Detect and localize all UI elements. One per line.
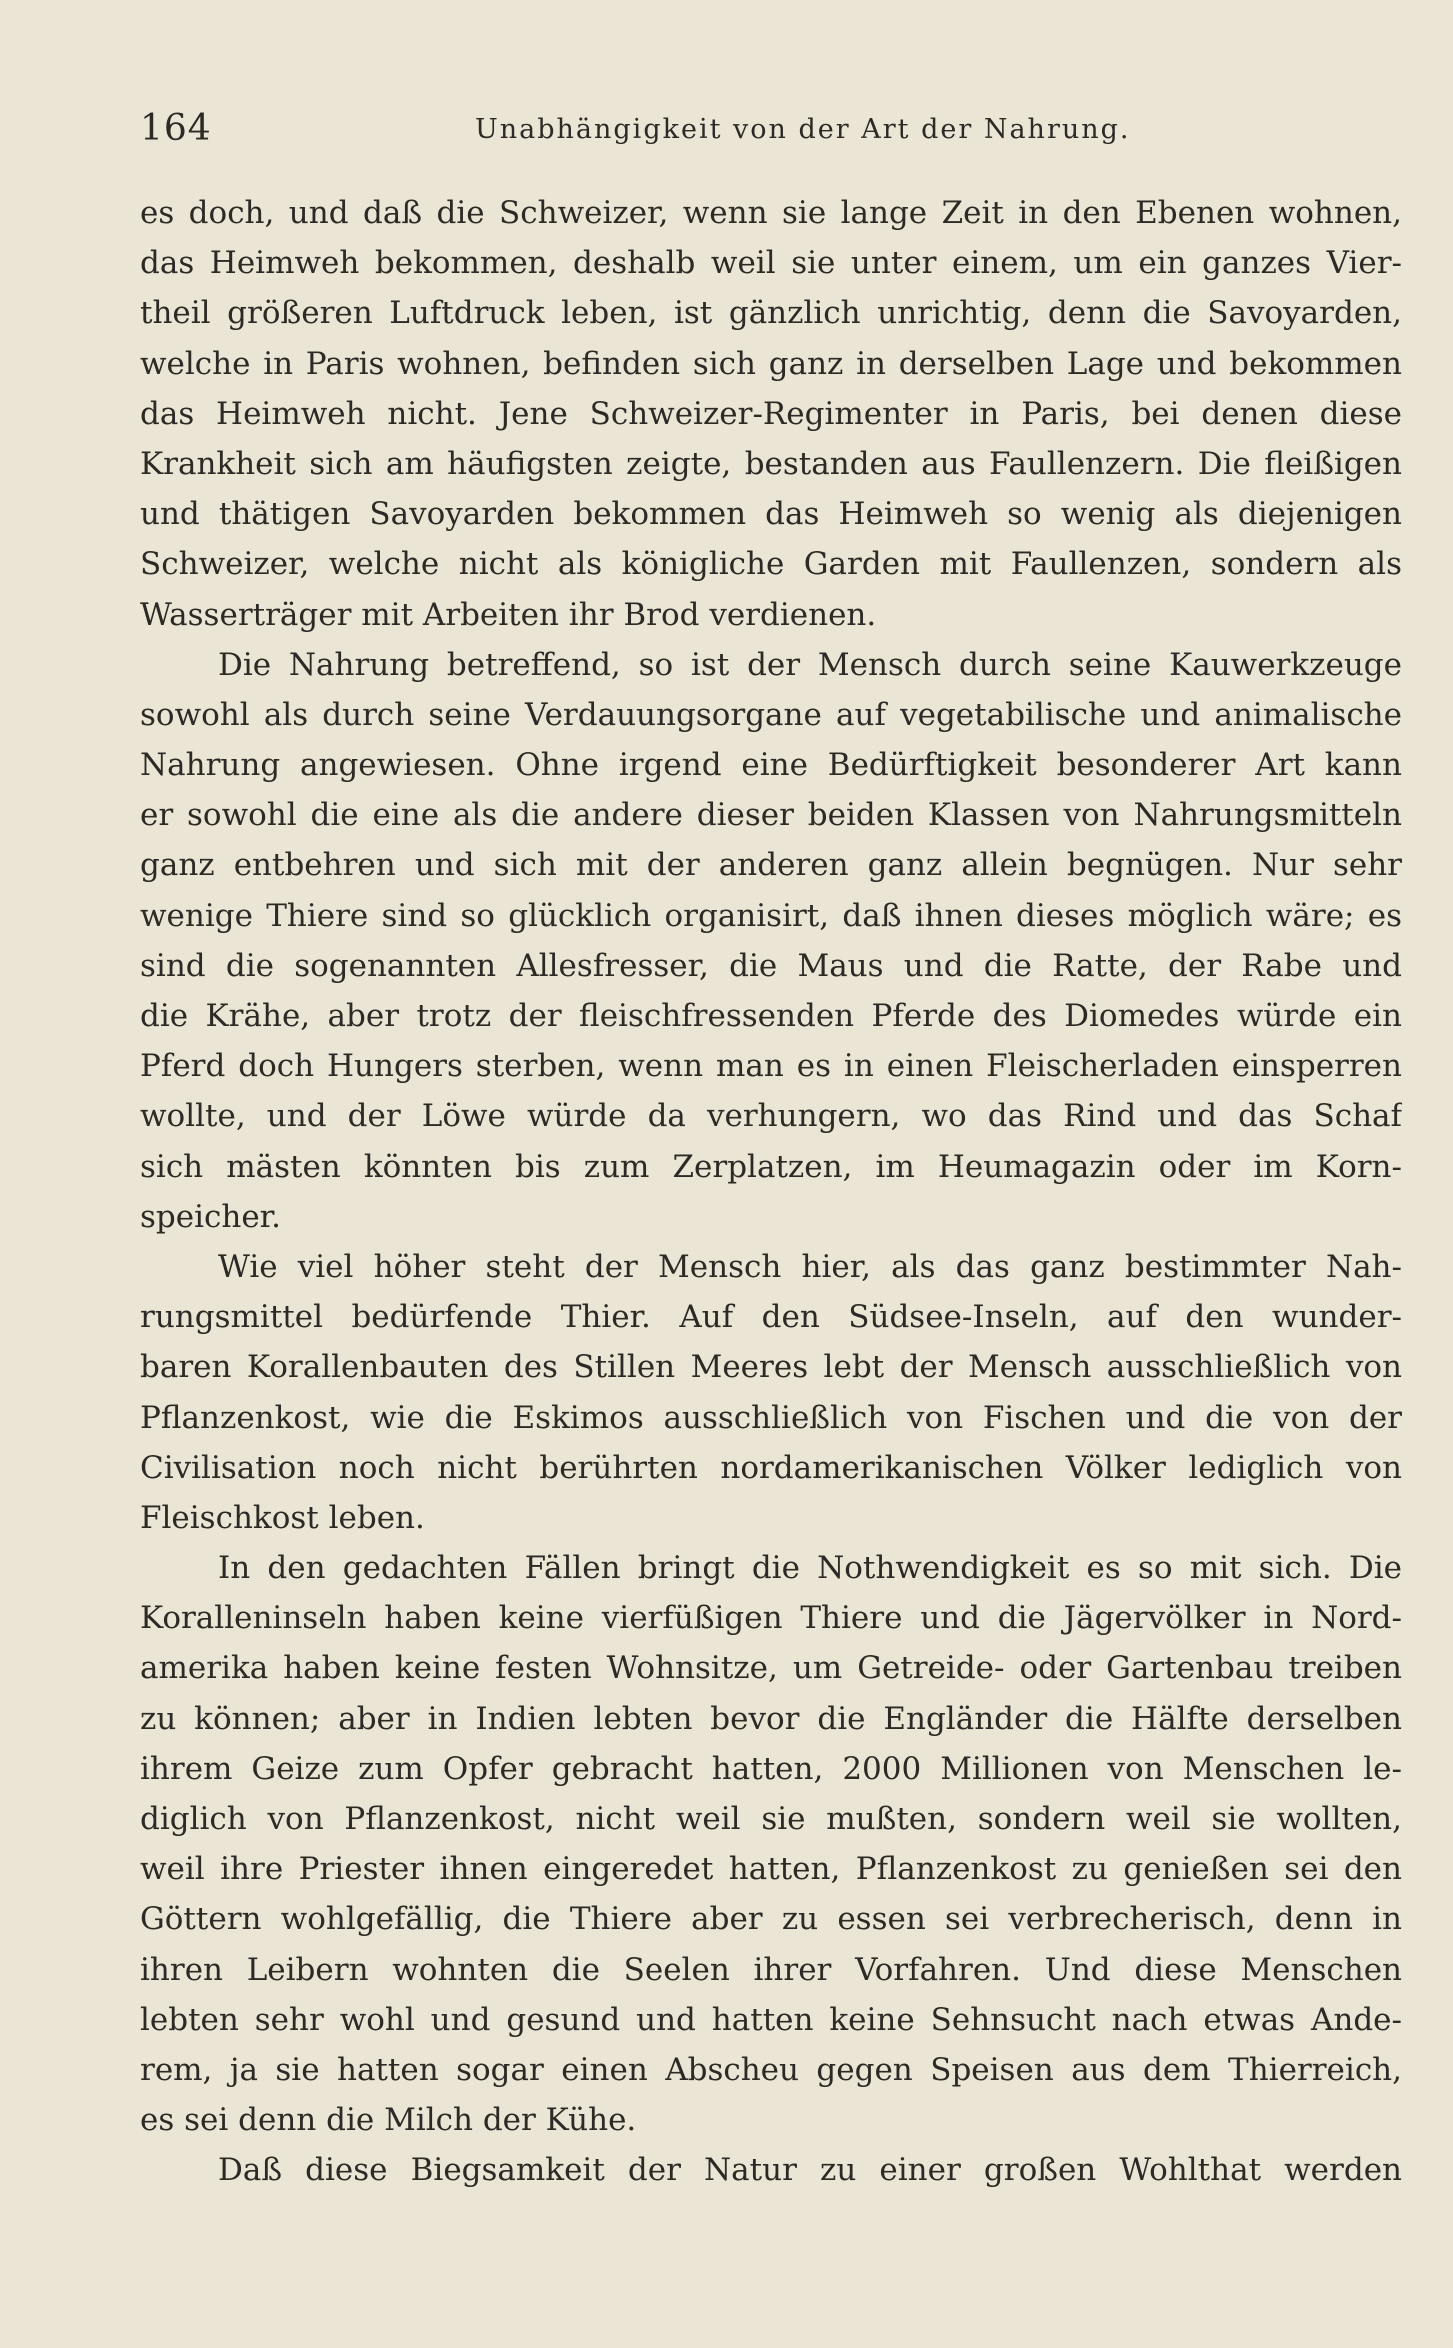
text-line: Wie viel höher steht der Mensch hier, als das ganz bestimmter Nah- (218, 1248, 1402, 1285)
text-line: welche in Paris wohnen, befinden sich ganz in derselben Lage und bekommen (140, 345, 1402, 382)
text-line: Nahrung angewiesen. Ohne irgend eine Bedürftigkeit besonderer Art kann (140, 747, 1402, 784)
text-line: Pferd doch Hungers sterben, wenn man es in einen Fleischerladen einsperren (140, 1048, 1402, 1085)
text-line: Schweizer, welche nicht als königliche Garden mit Faullenzen, sondern als (140, 546, 1402, 583)
text-line: lebten sehr wohl und gesund und hatten keine Sehnsucht nach etwas Ande- (140, 2001, 1402, 2038)
text-line: Göttern wohlgefällig, die Thiere aber zu essen sei verbrecherisch, denn in (140, 1901, 1402, 1938)
text-line: Daß diese Biegsamkeit der Natur zu einer großen Wohlthat werden (218, 2152, 1402, 2189)
text-line: es sei denn die Milch der Kühe. (140, 2102, 637, 2139)
text-line: Koralleninseln haben keine vierfüßigen Thiere und die Jägervölker in Nord- (140, 1600, 1402, 1637)
text-line: weil ihre Priester ihnen eingeredet hatten, Pflanzenkost zu genießen sei den (140, 1851, 1402, 1888)
text-line: rungsmittel bedürfende Thier. Auf den Südsee-Inseln, auf den wunder- (140, 1299, 1402, 1336)
text-line: rem, ja sie hatten sogar einen Abscheu gegen Speisen aus dem Thierreich, (140, 2051, 1402, 2088)
text-line: In den gedachten Fällen bringt die Nothwendigkeit es so mit sich. Die (218, 1550, 1402, 1587)
text-line: ihrem Geize zum Opfer gebracht hatten, 2000 Millionen von Menschen le- (140, 1750, 1402, 1787)
body-text (140, 188, 1402, 2196)
text-line: sind die sogenannten Allesfresser, die Maus und die Ratte, der Rabe und (140, 947, 1402, 984)
text-line: Fleischkost leben. (140, 1499, 425, 1536)
text-line: das Heimweh nicht. Jene Schweizer-Regimenter in Paris, bei denen diese (140, 395, 1402, 432)
text-line: er sowohl die eine als die andere dieser beiden Klassen von Nahrungsmitteln (140, 797, 1402, 834)
text-line: Civilisation noch nicht berührten nordamerikanischen Völker lediglich von (140, 1449, 1402, 1486)
text-line: Krankheit sich am häufigsten zeigte, bestanden aus Faullenzern. Die fleißigen (140, 445, 1402, 482)
text-line: diglich von Pflanzenkost, nicht weil sie mußten, sondern weil sie wollten, (140, 1801, 1402, 1837)
text-line: zu können; aber in Indien lebten bevor die Engländer die Hälfte derselben (140, 1700, 1402, 1737)
text-line: Die Nahrung betreffend, so ist der Mensch durch seine Kauwerkzeuge (218, 646, 1402, 683)
text-line: Pflanzenkost, wie die Eskimos ausschließlich von Fischen und die von der (140, 1399, 1402, 1436)
text-line: wollte, und der Löwe würde da verhungern, wo das Rind und das Schaf (140, 1098, 1402, 1135)
text-line: das Heimweh bekommen, deshalb weil sie unter einem, um ein ganzes Vier- (140, 245, 1402, 282)
running-head (140, 108, 1402, 158)
text-line: wenige Thiere sind so glücklich organisirt, daß ihnen dieses möglich wäre; es (140, 897, 1402, 934)
text-line: speicher. (140, 1198, 281, 1235)
text-line: die Krähe, aber trotz der fleischfressenden Pferde des Diomedes würde ein (140, 998, 1402, 1034)
running-title: Unabhängigkeit von der Art der Nahrung. (475, 114, 1131, 145)
text-line: sich mästen könnten bis zum Zerplatzen, im Heumagazin oder im Korn- (140, 1148, 1402, 1185)
text-line: baren Korallenbauten des Stillen Meeres lebt der Mensch ausschließlich von (140, 1349, 1402, 1386)
text-line: und thätigen Savoyarden bekommen das Heimweh so wenig als diejenigen (140, 496, 1402, 533)
text-line: Wasserträger mit Arbeiten ihr Brod verdienen. (140, 596, 877, 633)
text-line: amerika haben keine festen Wohnsitze, um Getreide- oder Gartenbau treiben (140, 1650, 1402, 1687)
text-line: ganz entbehren und sich mit der anderen ganz allein begnügen. Nur sehr (140, 847, 1402, 884)
page-number: 164 (140, 108, 212, 149)
text-line: theil größeren Luftdruck leben, ist gänzlich unrichtig, denn die Savoyarden, (140, 295, 1402, 332)
text-line: ihren Leibern wohnten die Seelen ihrer Vorfahren. Und diese Menschen (140, 1951, 1402, 1988)
text-line: es doch, und daß die Schweizer, wenn sie lange Zeit in den Ebenen wohnen, (140, 195, 1402, 231)
text-line: sowohl als durch seine Verdauungsorgane auf vegetabilische und animalische (140, 696, 1402, 733)
